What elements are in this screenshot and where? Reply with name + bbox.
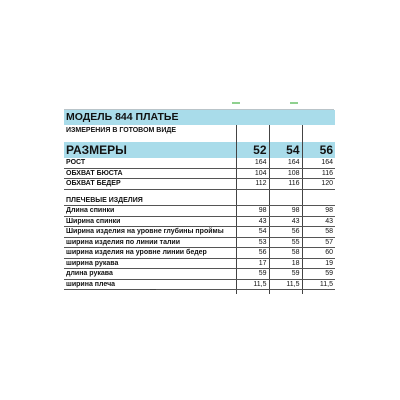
row-label: длина рукава <box>64 269 236 280</box>
cell-value: 112 <box>236 179 269 190</box>
cell-value: 11,5 <box>236 279 269 290</box>
cell-value: 57 <box>302 237 335 248</box>
cell-value: 164 <box>269 158 302 168</box>
cell-value: 59 <box>236 269 269 280</box>
cropped-row-mark <box>150 289 156 290</box>
cell-value: 43 <box>302 216 335 227</box>
cell-value: 11,5 <box>269 279 302 290</box>
size-header: 54 <box>269 142 302 158</box>
table-row <box>64 206 335 217</box>
table-row <box>64 248 335 259</box>
size-chart-table <box>64 110 335 294</box>
table-row <box>64 279 335 290</box>
cell-value: 11,5 <box>302 279 335 290</box>
table-row <box>64 227 335 238</box>
cell-value: 58 <box>302 227 335 238</box>
measurements-subtitle: ИЗМЕРЕНИЯ В ГОТОВОМ ВИДЕ <box>66 127 177 134</box>
cell-value: 108 <box>269 168 302 179</box>
row-label: Длина спинки <box>64 206 236 217</box>
table-row <box>64 179 335 190</box>
cell-value: 59 <box>269 269 302 280</box>
cell-value: 18 <box>269 258 302 269</box>
cell-value: 104 <box>236 168 269 179</box>
cell-value: 56 <box>236 248 269 259</box>
cell-value: 164 <box>302 158 335 168</box>
cell-value: 164 <box>236 158 269 168</box>
table-row <box>64 237 335 248</box>
size-header: 56 <box>302 142 335 158</box>
row-label: ширина изделия по линии талии <box>64 237 236 248</box>
cell-value: 58 <box>269 248 302 259</box>
cell-value: 59 <box>302 269 335 280</box>
sizes-header-row <box>64 142 335 158</box>
cell-value: 55 <box>269 237 302 248</box>
cell-value: 98 <box>236 206 269 217</box>
row-label: Ширина изделия на уровне глубины проймы <box>64 227 236 238</box>
toolbar-marker <box>290 102 298 104</box>
table-row <box>64 168 335 179</box>
cell-value: 98 <box>302 206 335 217</box>
row-label: РОСТ <box>64 158 236 168</box>
cell-value: 17 <box>236 258 269 269</box>
cell-value: 116 <box>302 168 335 179</box>
row-label: Ширина спинки <box>64 216 236 227</box>
section-label: ПЛЕЧЕВЫЕ ИЗДЕЛИЯ <box>64 196 236 206</box>
cell-value: 60 <box>302 248 335 259</box>
table-row <box>64 258 335 269</box>
row-label: ширина плеча <box>64 279 236 290</box>
cell-value: 98 <box>269 206 302 217</box>
spreadsheet-toolbar <box>64 99 334 110</box>
sizes-label: РАЗМЕРЫ <box>64 142 236 158</box>
cell-value: 53 <box>236 237 269 248</box>
section-header-row <box>64 196 335 206</box>
table-row <box>64 269 335 280</box>
cell-value: 116 <box>269 179 302 190</box>
cell-value: 19 <box>302 258 335 269</box>
model-title: МОДЕЛЬ 844 ПЛАТЬЕ <box>64 110 236 125</box>
size-header: 52 <box>236 142 269 158</box>
subtitle-row <box>64 125 335 136</box>
row-label: ширина изделия на уровне линии бедер <box>64 248 236 259</box>
row-label: ОБХВАТ БЮСТА <box>64 168 236 179</box>
cell-value: 56 <box>269 227 302 238</box>
row-label: ОБХВАТ БЕДЕР <box>64 179 236 190</box>
table-row <box>64 216 335 227</box>
cell-value: 43 <box>269 216 302 227</box>
cell-value: 120 <box>302 179 335 190</box>
toolbar-marker <box>232 102 240 104</box>
cell-value: 43 <box>236 216 269 227</box>
table-row <box>64 158 335 168</box>
row-label: ширина рукава <box>64 258 236 269</box>
title-row <box>64 110 335 125</box>
cell-value: 54 <box>236 227 269 238</box>
